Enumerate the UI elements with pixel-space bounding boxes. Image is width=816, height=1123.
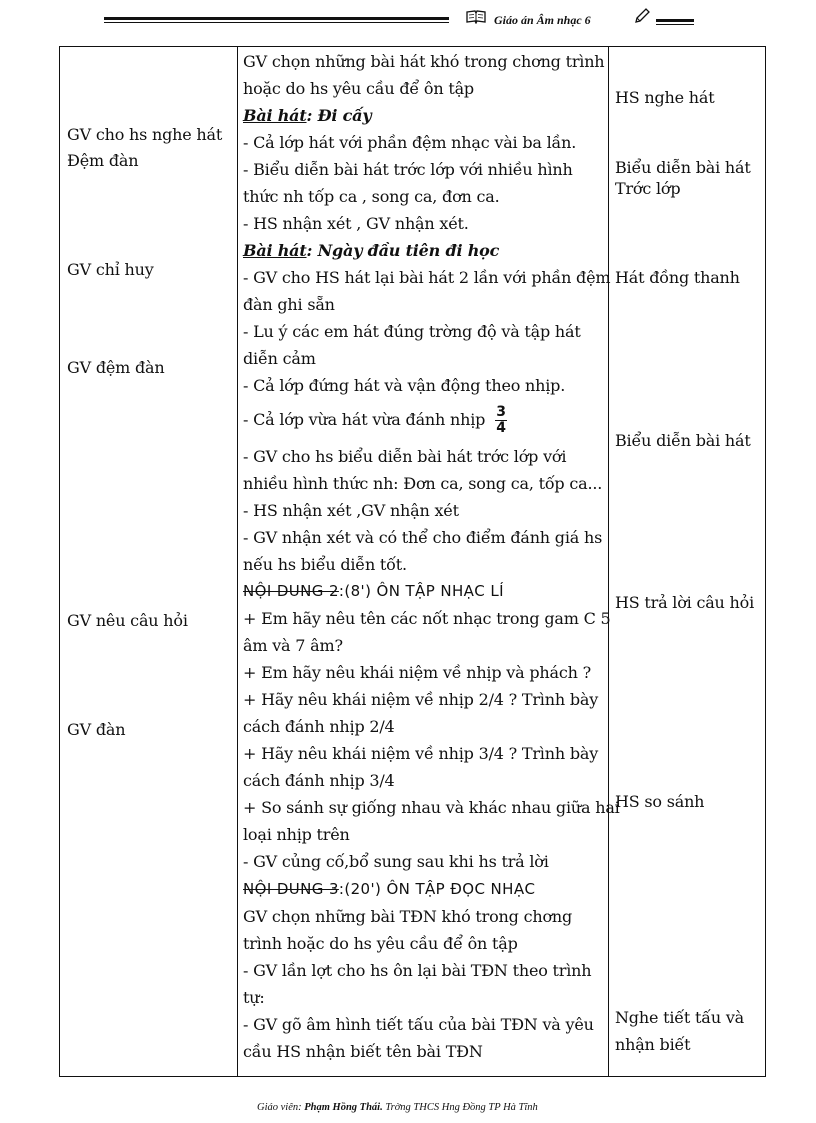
header-rule-left-thick [104, 17, 449, 20]
content-line: - GV cho hs biểu diễn bài hát trớc lớp với [243, 447, 567, 466]
song-title: : Đi cấy [306, 106, 372, 125]
footer-prefix: Giáo viên: [257, 1102, 305, 1113]
header-rule-right-thick [656, 19, 694, 22]
pencil-icon [634, 8, 650, 24]
header-rule-right-thin [656, 24, 694, 25]
section-2-heading [243, 578, 504, 605]
content-line: - GV củng cố,bổ sung sau khi hs trả lời [243, 852, 549, 871]
section-title: :(8') ÔN TẬP NHẠC LÍ [338, 582, 504, 600]
teacher-activity-4: GV đệm đàn [67, 358, 165, 377]
content-line: + So sánh sự giống nhau và khác nhau giữa hai [243, 798, 620, 817]
student-activity: nhận biết [615, 1035, 691, 1054]
content-line: - GV cho HS hát lại bài hát 2 lần với phần đệm [243, 268, 611, 287]
content-line: - GV gõ âm hình tiết tấu của bài TĐN và yêu [243, 1015, 594, 1034]
student-activity: Nghe tiết tấu và [615, 1008, 745, 1027]
header-rule-left-thin [104, 22, 449, 23]
student-activity: HS so sánh [615, 792, 705, 811]
column-divider-1 [237, 47, 238, 1076]
content-line: thức nh tốp ca , song ca, đơn ca. [243, 187, 500, 206]
fraction-denominator: 4 [496, 420, 506, 436]
content-line: - Cả lớp hát với phần đệm nhạc vài ba lần. [243, 133, 577, 152]
student-activity: Trớc lớp [615, 179, 681, 198]
teacher-activity-1: GV cho hs nghe hát [67, 125, 223, 144]
student-activity: Biểu diễn bài hát [615, 431, 751, 450]
song-title: : Ngày đầu tiên đi học [306, 241, 500, 260]
student-activity: HS nghe hát [615, 88, 715, 107]
content-line: đàn ghi sẵn [243, 295, 335, 314]
teacher-activity-3: GV chỉ huy [67, 260, 154, 279]
student-activity: HS trả lời câu hỏi [615, 593, 755, 612]
content-line: trình hoặc do hs yêu cầu để ôn tập [243, 934, 518, 953]
content-line: nếu hs biểu diễn tốt. [243, 555, 407, 574]
content-line: hoặc do hs yêu cầu để ôn tập [243, 79, 474, 98]
section-label: NỘI DUNG 3 [243, 880, 339, 898]
column-divider-2 [608, 47, 609, 1076]
content-line: - Biểu diễn bài hát trớc lớp với nhiều hình [243, 160, 573, 179]
content-line: loại nhịp trên [243, 825, 350, 844]
section-title: :(20') ÔN TẬP ĐỌC NHẠC [338, 880, 536, 898]
content-line: cầu HS nhận biết tên bài TĐN [243, 1042, 483, 1061]
content-line: cách đánh nhịp 2/4 [243, 717, 395, 736]
teacher-activity-6: GV đàn [67, 720, 126, 739]
content-line: GV chọn những bài TĐN khó trong chơng [243, 907, 573, 926]
content-line: - GV nhận xét và có thể cho điểm đánh giá hs [243, 528, 603, 547]
content-line: tự: [243, 988, 265, 1007]
content-line: + Em hãy nêu tên các nốt nhạc trong gam C 5 [243, 609, 611, 628]
content-line: GV chọn những bài hát khó trong chơng trình [243, 52, 605, 71]
time-signature-fraction [495, 405, 507, 436]
content-line: - HS nhận xét , GV nhận xét. [243, 214, 469, 233]
song-heading-di-cay [243, 102, 371, 129]
content-line: + Hãy nêu khái niệm về nhịp 2/4 ? Trình bày [243, 690, 599, 709]
header-title: Giáo án Âm nhạc 6 [494, 13, 591, 27]
student-activity: Biểu diễn bài hát [615, 158, 751, 177]
footer-teacher: Phạm Hồng Thái. [304, 1102, 383, 1113]
content-line: - Cả lớp đứng hát và vận động theo nhịp. [243, 376, 566, 395]
content-line: nhiều hình thức nh: Đơn ca, song ca, tốp ca... [243, 474, 603, 493]
section-3-heading [243, 876, 535, 903]
content-line: - GV lần lợt cho hs ôn lại bài TĐN theo trình [243, 961, 592, 980]
content-line: - HS nhận xét ,GV nhận xét [243, 501, 459, 520]
content-line: + Hãy nêu khái niệm về nhịp 3/4 ? Trình bày [243, 744, 599, 763]
content-line: cách đánh nhịp 3/4 [243, 771, 395, 790]
lesson-plan-table [59, 46, 766, 1077]
content-text: - Cả lớp vừa hát vừa đánh nhịp [243, 410, 486, 429]
section-label: NỘI DUNG 2 [243, 582, 339, 600]
content-line: diễn cảm [243, 349, 316, 368]
book-icon [466, 10, 486, 24]
fraction-numerator: 3 [496, 404, 506, 420]
student-activity: Hát đồng thanh [615, 268, 740, 287]
song-label: Bài hát [243, 106, 307, 125]
content-line: âm và 7 âm? [243, 636, 343, 655]
content-line: + Em hãy nêu khái niệm về nhịp và phách ? [243, 663, 591, 682]
song-label: Bài hát [243, 241, 307, 260]
song-heading-ngay-dau-tien [243, 237, 499, 264]
page-footer [257, 1102, 538, 1113]
teacher-activity-5: GV nêu câu hỏi [67, 611, 188, 630]
footer-school: Trờng THCS Hng Đồng TP Hà Tĩnh [382, 1102, 538, 1113]
content-line-with-fraction [243, 405, 507, 436]
content-line: - Lu ý các em hát đúng trờng độ và tập hát [243, 322, 581, 341]
teacher-activity-2: Đệm đàn [67, 151, 139, 170]
